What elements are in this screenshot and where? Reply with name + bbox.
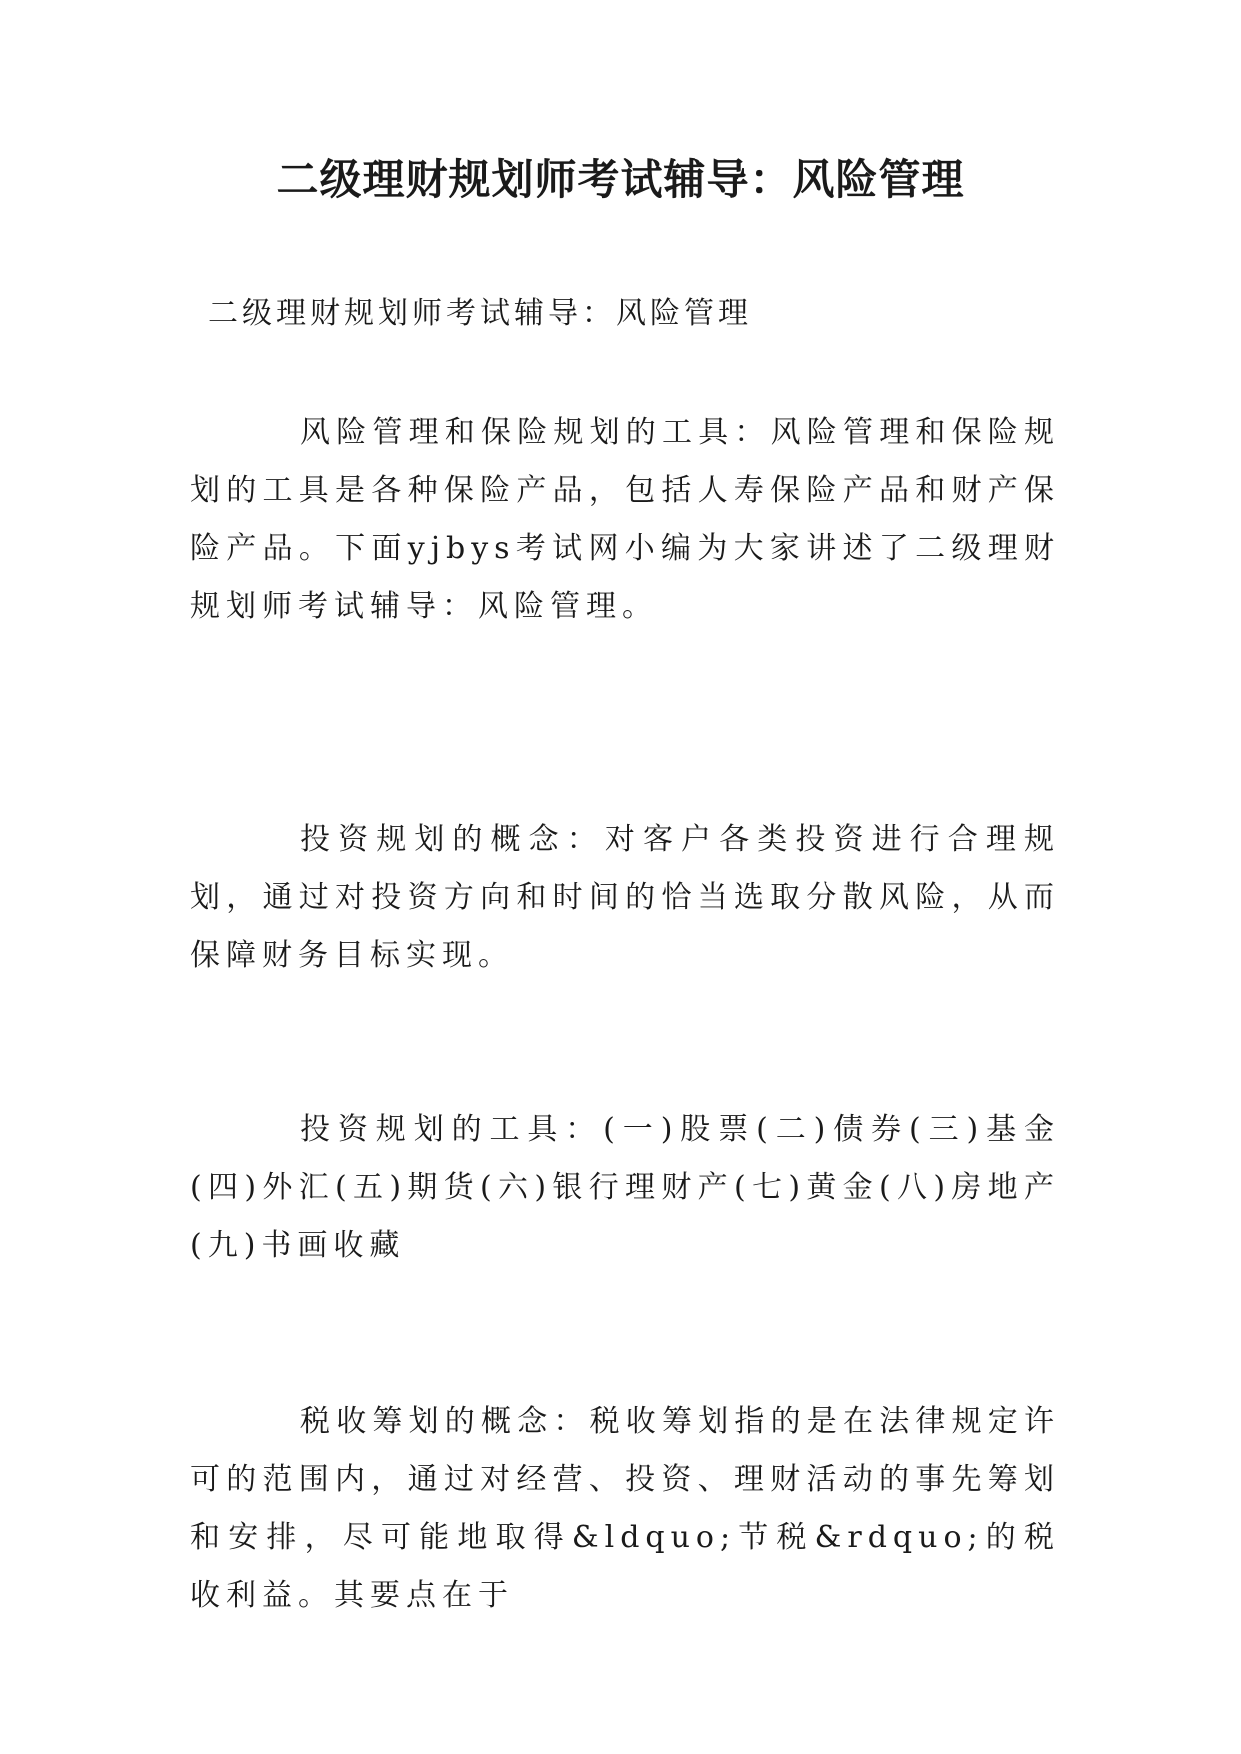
paragraph-investment-planning-concept: 投资规划的概念：对客户各类投资进行合理规划，通过对投资方向和时间的恰当选取分散风险，从而保障财务目标实现。 [190, 822, 1060, 973]
paragraph-tax-planning-concept: 税收筹划的概念：税收筹划指的是在法律规定许可的范围内，通过对经营、投资、理财活动的事先筹划和安排，尽可能地取得&ldquo;节税&rdquo;的税收利益。其要点在于 [190, 1404, 1060, 1613]
paragraph-investment-planning-tools: 投资规划的工具：(一)股票(二)债券(三)基金(四)外汇(五)期货(六)银行理财产(七)黄金(八)房地产(九)书画收藏 [190, 1112, 1060, 1263]
document-subtitle: 二级理财规划师考试辅导：风险管理 [208, 296, 752, 331]
document-title: 二级理财规划师考试辅导：风险管理 [276, 155, 965, 204]
paragraph-risk-management-tools: 风险管理和保险规划的工具：风险管理和保险规划的工具是各种保险产品，包括人寿保险产品和财产保险产品。下面yjbys考试网小编为大家讲述了二级理财规划师考试辅导：风险管理。 [190, 415, 1060, 624]
